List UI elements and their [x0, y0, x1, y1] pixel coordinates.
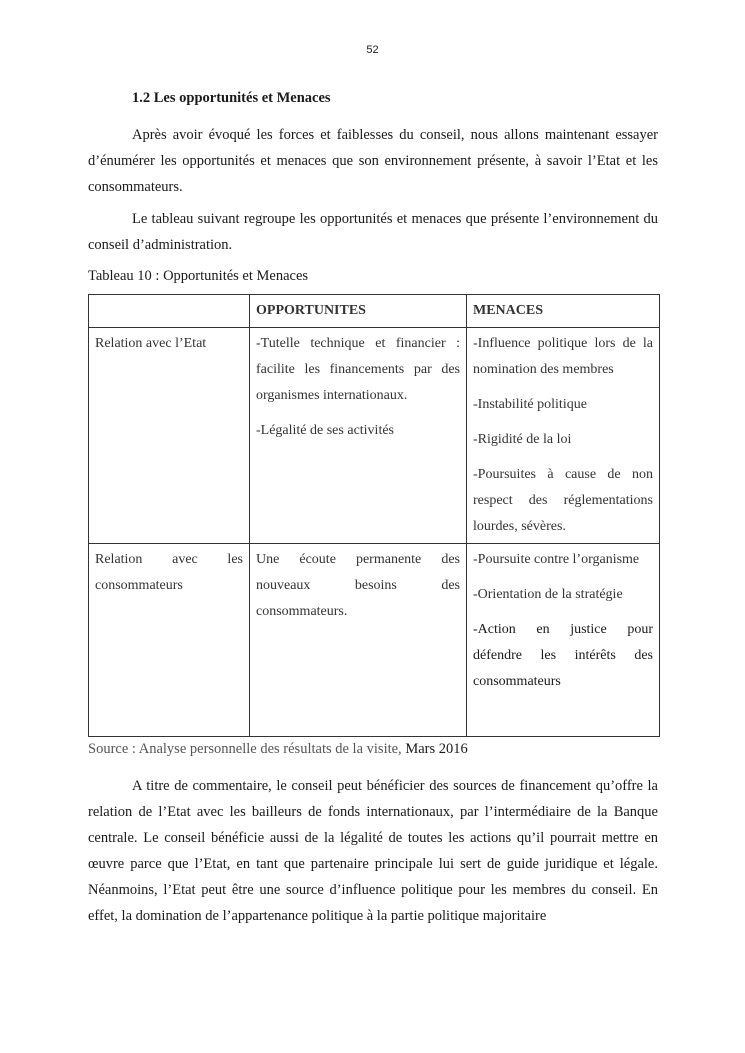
threat-item: -Orientation de la stratégie [473, 587, 623, 602]
threat-item: -Poursuite contre l’organisme [473, 552, 640, 567]
threat-item: -Instabilité politique [473, 397, 587, 412]
section-heading: 1.2 Les opportunités et Menaces [132, 90, 331, 106]
source-date: Mars 2016 [405, 741, 468, 757]
header-threats: MENACES [467, 295, 660, 328]
table-row-state [89, 328, 660, 544]
row-label-state: Relation avec l’Etat [89, 328, 250, 544]
table-intro-paragraph: Le tableau suivant regroupe les opportunités et menaces que présente l’environnement du conseil d’administration. [88, 211, 658, 253]
table-source [88, 737, 658, 761]
source-text: Source : Analyse personnelle des résultats de la visite, [88, 741, 402, 757]
page-number: 52 [366, 44, 379, 56]
opportunity-item: -Légalité de ses activités [256, 423, 394, 438]
opportunities-threats-table [88, 294, 660, 737]
table-caption: Tableau 10 : Opportunités et Menaces [88, 268, 309, 284]
opportunity-item: Une écoute permanente des nouveaux besoins des consommateurs. [256, 552, 460, 619]
header-empty-cell [89, 295, 250, 328]
consumers-threats-cell [467, 544, 660, 737]
row-label-consumers: Relation avec les consommateurs [89, 544, 250, 737]
threat-item: -Rigidité de la loi [473, 432, 572, 447]
page-content [88, 86, 658, 935]
intro-paragraph: Après avoir évoqué les forces et faiblesses du conseil, nous allons maintenant essayer d’énumérer les opportunités et menaces que son environnement présente, à savoir l’Etat et les consommateurs. [88, 127, 658, 195]
state-threats-cell [467, 328, 660, 544]
header-opportunities: OPPORTUNITES [250, 295, 467, 328]
consumers-opportunities-cell [250, 544, 467, 737]
opportunity-item: -Tutelle technique et financier : facilite les financements par des organismes internationaux. [256, 336, 460, 403]
table-row-consumers [89, 544, 660, 737]
state-opportunities-cell [250, 328, 467, 544]
threat-item: -Influence politique lors de la nomination des membres [473, 336, 653, 377]
table-header-row [89, 295, 660, 328]
commentary-paragraph: A titre de commentaire, le conseil peut bénéficier des sources de financement qu’offre la relation de l’Etat avec les bailleurs de fonds internationaux, par l’intermédiaire de la Banque centrale. Le conseil bénéficie aussi de la légalité de toutes les actions qu’il pourrait mettre en œuvre parce que l’Etat, en tant que partenaire principale lui sert de guide juridique et légale. Néanmoins, l’Etat peut être une source d’influence politique pour les membres du conseil. En effet, la domination de l’appartenance politique à la partie politique majoritaire [88, 778, 658, 924]
threat-item: -Poursuites à cause de non respect des réglementations lourdes, sévères. [473, 467, 653, 534]
threat-item: -Action en justice pour défendre les intérêts des consommateurs [473, 622, 653, 689]
